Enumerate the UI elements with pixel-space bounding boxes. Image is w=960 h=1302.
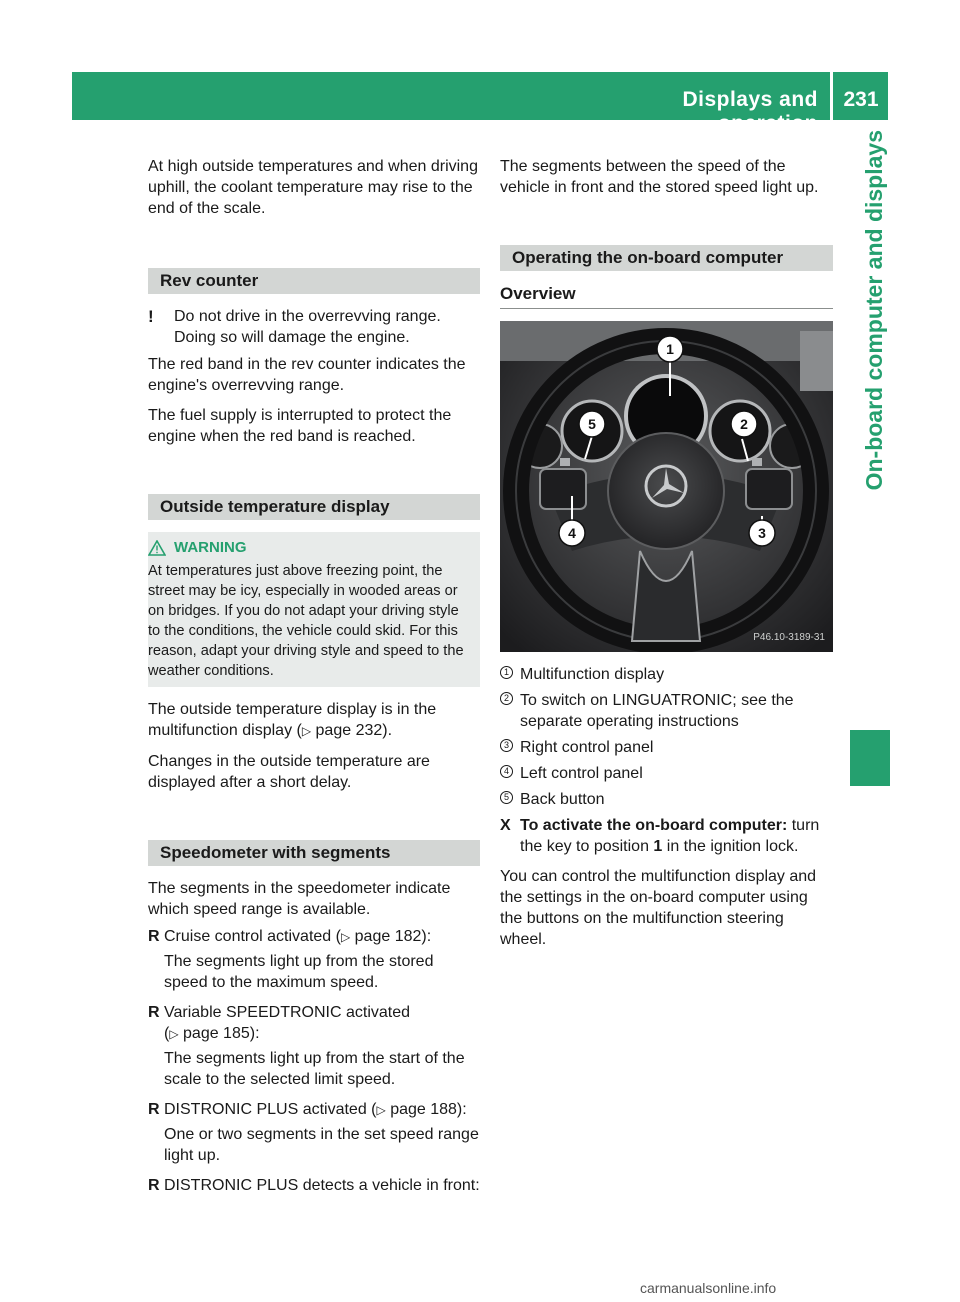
warning-triangle-icon — [148, 540, 166, 556]
overview-heading: Overview — [500, 283, 833, 309]
legend-item: 3 Right control panel — [500, 737, 833, 758]
speedometer-heading: Speedometer with segments — [148, 840, 480, 866]
list-item: R DISTRONIC PLUS activated (▷ page 188): One or two segments in the set speed range light up. — [148, 1101, 479, 1164]
svg-text:2: 2 — [740, 416, 748, 432]
number-badge: 3 — [500, 739, 513, 752]
xref-arrow-icon: ▷ — [301, 724, 312, 738]
side-tab-label: On-board computer and displays — [861, 130, 887, 491]
svg-text:1: 1 — [666, 341, 674, 357]
header-divider — [830, 72, 833, 120]
outside-temp-heading: Outside temperature display — [148, 494, 480, 520]
watermark: carmanualsonline.info — [640, 1280, 777, 1296]
speedometer-intro: The segments in the speedometer indicate which speed range is available. — [148, 880, 451, 918]
segments-intro: The segments between the speed of the vehicle in front and the stored speed light up. — [500, 158, 819, 196]
steering-wheel-image — [500, 321, 833, 652]
page-title: Displays and operation — [682, 88, 818, 135]
obc-final-para: You can control the multifunction display and the settings in the on-board computer using the buttons on the multifunction steering wheel. — [500, 868, 817, 948]
callout-2 — [731, 411, 757, 437]
page-ref-link[interactable]: page 182 — [354, 928, 422, 945]
callout-3 — [749, 520, 775, 546]
rev-counter-heading: Rev counter — [148, 268, 480, 294]
rev-counter-para-1: The red band in the rev counter indicates the engine's overrevving range. — [148, 356, 466, 394]
action-step: X To activate the on-board computer: turn the key to position 1 in the ignition lock. — [500, 817, 820, 855]
xref-arrow-icon: ▷ — [169, 1027, 179, 1041]
callout-1 — [657, 336, 683, 362]
page-number: 231 — [843, 88, 879, 111]
left-column — [148, 156, 480, 1205]
legend-item: 4 Left control panel — [500, 763, 833, 784]
callout-4 — [559, 520, 585, 546]
svg-text:4: 4 — [568, 525, 576, 541]
number-badge: 1 — [500, 666, 513, 679]
obc-heading: Operating the on-board computer — [500, 245, 833, 271]
warning-label: WARNING — [174, 539, 247, 556]
rev-counter-para-2: The fuel supply is interrupted to protect the engine when the red band is reached. — [148, 407, 452, 445]
legend-item: 5 Back button — [500, 789, 833, 810]
coolant-intro: At high outside temperatures and when driving uphill, the coolant temperature may rise to the end of the scale. — [148, 158, 478, 217]
number-badge: 4 — [500, 765, 513, 778]
notice-text: Do not drive in the overrevving range. Doing so will damage the engine. — [174, 308, 441, 346]
xref-arrow-icon: ▷ — [376, 1103, 386, 1117]
legend-item: 1 Multifunction display — [500, 664, 833, 685]
number-badge: 2 — [500, 692, 513, 705]
outside-temp-para-1: The outside temperature display is in the multifunction display (▷ page 232). — [148, 701, 437, 739]
outside-temp-para-2: Changes in the outside temperature are displayed after a short delay. — [148, 753, 430, 791]
action-arrow-icon: X — [500, 817, 511, 834]
legend-item: 2 To switch on LINGUATRONIC; see the separate operating instructions — [500, 690, 833, 732]
list-item: R Cruise control activated (▷ page 182): The segments light up from the stored speed to the maximum speed. — [148, 928, 434, 991]
number-badge: 5 — [500, 791, 513, 804]
page-ref-link[interactable]: page 185 — [183, 1025, 250, 1042]
list-item: R DISTRONIC PLUS detects a vehicle in front: — [148, 1177, 480, 1194]
warning-title — [148, 538, 472, 558]
list-item: R Variable SPEEDTRONIC activated (▷ page 185): The segments light up from the start of the scale to the selected limit speed. — [148, 1004, 465, 1088]
svg-text:3: 3 — [758, 525, 766, 541]
svg-text:5: 5 — [588, 416, 596, 432]
page-ref-link[interactable]: page 188 — [390, 1101, 457, 1118]
xref-arrow-icon: ▷ — [340, 930, 351, 944]
side-tab-marker — [850, 730, 890, 786]
notice-icon: ! — [148, 307, 154, 326]
steering-wheel-figure — [500, 321, 833, 652]
warning-box — [148, 532, 480, 687]
warning-text: At temperatures just above freezing point, the street may be icy, especially in wooded areas or on bridges. If you do not adapt your driving style to the conditions, the vehicle could skid. For this reason, adapt your driving style and speed to the weather conditions. — [148, 563, 464, 679]
callout-5 — [579, 411, 605, 437]
side-tab — [850, 130, 890, 710]
figure-code: P46.10-3189-31 — [753, 632, 825, 643]
right-column — [500, 156, 833, 959]
rev-counter-notice — [148, 306, 480, 354]
page-ref-link[interactable]: page 232 — [315, 722, 383, 739]
